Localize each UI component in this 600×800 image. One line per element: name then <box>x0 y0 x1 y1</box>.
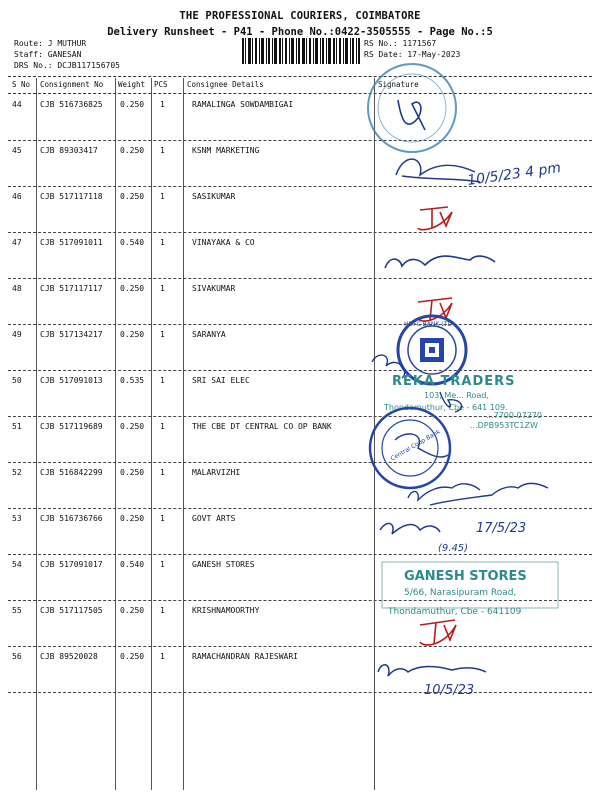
signature-scribble-row53 <box>380 523 440 534</box>
row-consignee: KSNM MARKETING <box>192 146 260 155</box>
row-consignee: GANESH STORES <box>192 560 255 569</box>
row-pcs: 1 <box>160 376 165 385</box>
handwritten-date-row45: 10/5/23 4 pm <box>466 159 562 189</box>
col-head-sno: S No <box>12 80 31 89</box>
reka-stamp-line3: ...7700 07270 <box>486 411 542 420</box>
row-sno: 53 <box>12 514 22 523</box>
row-consignment: CJB 517119689 <box>40 422 103 431</box>
rs-date: RS Date: 17-May-2023 <box>364 50 461 59</box>
row-consignment: CJB 89520028 <box>40 652 98 661</box>
handwritten-date-row53: 17/5/23 <box>476 521 527 536</box>
row-consignee: VINAYAKA & CO <box>192 238 255 247</box>
row-weight: 0.540 <box>120 238 145 247</box>
hdfc-stamp-text: HDFC BANK LTD <box>404 321 453 328</box>
page-subtitle: Delivery Runsheet - P41 - Phone No.:0422-3505555 - Page No.:5 <box>107 26 493 38</box>
row-consignee: SIVAKUMAR <box>192 284 236 293</box>
row-weight: 0.250 <box>120 606 145 615</box>
row-pcs: 1 <box>160 146 165 155</box>
row-consignment: CJB 516842299 <box>40 468 103 477</box>
row-consignment: CJB 517134217 <box>40 330 103 339</box>
row-sno: 56 <box>12 652 22 661</box>
row-consignment: CJB 517091013 <box>40 376 103 385</box>
signature-scribble-row52 <box>408 483 548 505</box>
row-sno: 51 <box>12 422 22 431</box>
drs-number: DRS No.: DCJB117156705 <box>14 61 120 70</box>
row-sno: 47 <box>12 238 22 247</box>
row-pcs: 1 <box>160 514 165 523</box>
page-title: THE PROFESSIONAL COURIERS, COIMBATORE <box>179 10 421 22</box>
ganesh-stamp-line2: Thondamuthur, Cbe - 641109 <box>388 607 522 617</box>
row-pcs: 1 <box>160 422 165 431</box>
row-sno: 46 <box>12 192 22 201</box>
row-consignee: THE CBE DT CENTRAL CO OP BANK <box>192 422 332 431</box>
central-stamp-text: Central Coop Bank <box>389 428 442 463</box>
red-mark-row55 <box>420 620 456 645</box>
row-sno: 48 <box>12 284 22 293</box>
handwritten-date-row56: 10/5/23 <box>424 683 475 698</box>
row-consignee: SARANYA <box>192 330 226 339</box>
row-consignee: SASIKUMAR <box>192 192 236 201</box>
row-sno: 50 <box>12 376 22 385</box>
signature-scribble-row56 <box>378 665 486 676</box>
row-weight: 0.540 <box>120 560 145 569</box>
reka-traders-stamp <box>383 374 542 430</box>
row-consignment: CJB 517117505 <box>40 606 103 615</box>
route-text: Route: J MUTHUR <box>14 39 87 48</box>
col-head-weight: Weight <box>118 80 146 89</box>
row-consignee: SRI SAI ELEC <box>192 376 250 385</box>
row-pcs: 1 <box>160 606 165 615</box>
row-sno: 54 <box>12 560 22 569</box>
row-pcs: 1 <box>160 468 165 477</box>
row-weight: 0.250 <box>120 422 145 431</box>
row-pcs: 1 <box>160 238 165 247</box>
ganesh-stamp-name: GANESH STORES <box>404 569 527 584</box>
row-consignment: CJB 516736766 <box>40 514 103 523</box>
row-consignment: CJB 517091011 <box>40 238 103 247</box>
row-weight: 0.250 <box>120 284 145 293</box>
row-pcs: 1 <box>160 560 165 569</box>
staff-text: Staff: GANESAN <box>14 50 82 59</box>
row-sno: 55 <box>12 606 22 615</box>
handwritten-time-row53: (9.45) <box>438 543 469 554</box>
reka-stamp-line2: Thondamuthur, Cbe - 641 109. <box>384 403 508 412</box>
row-pcs: 1 <box>160 284 165 293</box>
row-weight: 0.250 <box>120 192 145 201</box>
row-pcs: 1 <box>160 330 165 339</box>
row-pcs: 1 <box>160 192 165 201</box>
row-weight: 0.250 <box>120 100 145 109</box>
row-pcs: 1 <box>160 100 165 109</box>
row-weight: 0.535 <box>120 376 145 385</box>
reka-stamp-line4: ...DPB953TC1ZW <box>470 421 538 430</box>
row-consignment: CJB 517091017 <box>40 560 103 569</box>
col-head-signature: Signature <box>378 80 419 89</box>
row-consignment: CJB 517117117 <box>40 284 103 293</box>
row-consignment: CJB 89303417 <box>40 146 98 155</box>
row-sno: 45 <box>12 146 22 155</box>
col-head-pcs: PCS <box>154 80 168 89</box>
col-head-consignee: Consignee Details <box>187 80 264 89</box>
row-consignee: RAMALINGA SOWDAMBIGAI <box>192 100 294 109</box>
circular-stamp-row44 <box>368 64 456 152</box>
row-consignment: CJB 517117118 <box>40 192 103 201</box>
ganesh-stamp-line1: 5/66, Narasipuram Road, <box>404 588 517 598</box>
reka-stamp-line1: 103, Me... Road, <box>424 391 489 400</box>
signature-scribble-row47 <box>385 256 495 268</box>
row-sno: 44 <box>12 100 22 109</box>
row-consignee: RAMACHANDRAN RAJESWARI <box>192 652 298 661</box>
row-pcs: 1 <box>160 652 165 661</box>
row-weight: 0.250 <box>120 652 145 661</box>
row-consignee: MALARVIZHI <box>192 468 241 477</box>
reka-stamp-name: REKA TRADERS <box>392 374 516 389</box>
row-sno: 52 <box>12 468 22 477</box>
row-weight: 0.250 <box>120 330 145 339</box>
rs-number: RS No.: 1171567 <box>364 39 437 48</box>
ganesh-stores-stamp <box>382 562 558 617</box>
row-sno: 49 <box>12 330 22 339</box>
row-consignee: KRISHNAMOORTHY <box>192 606 260 615</box>
red-mark-row46 <box>418 207 452 230</box>
row-consignment: CJB 516736825 <box>40 100 103 109</box>
row-weight: 0.250 <box>120 468 145 477</box>
row-consignee: GOVT ARTS <box>192 514 236 523</box>
signature-scribble-row44 <box>398 100 425 130</box>
row-weight: 0.250 <box>120 146 145 155</box>
row-weight: 0.250 <box>120 514 145 523</box>
central-bank-stamp <box>370 408 450 488</box>
col-head-consignment: Consignment No <box>40 80 104 89</box>
